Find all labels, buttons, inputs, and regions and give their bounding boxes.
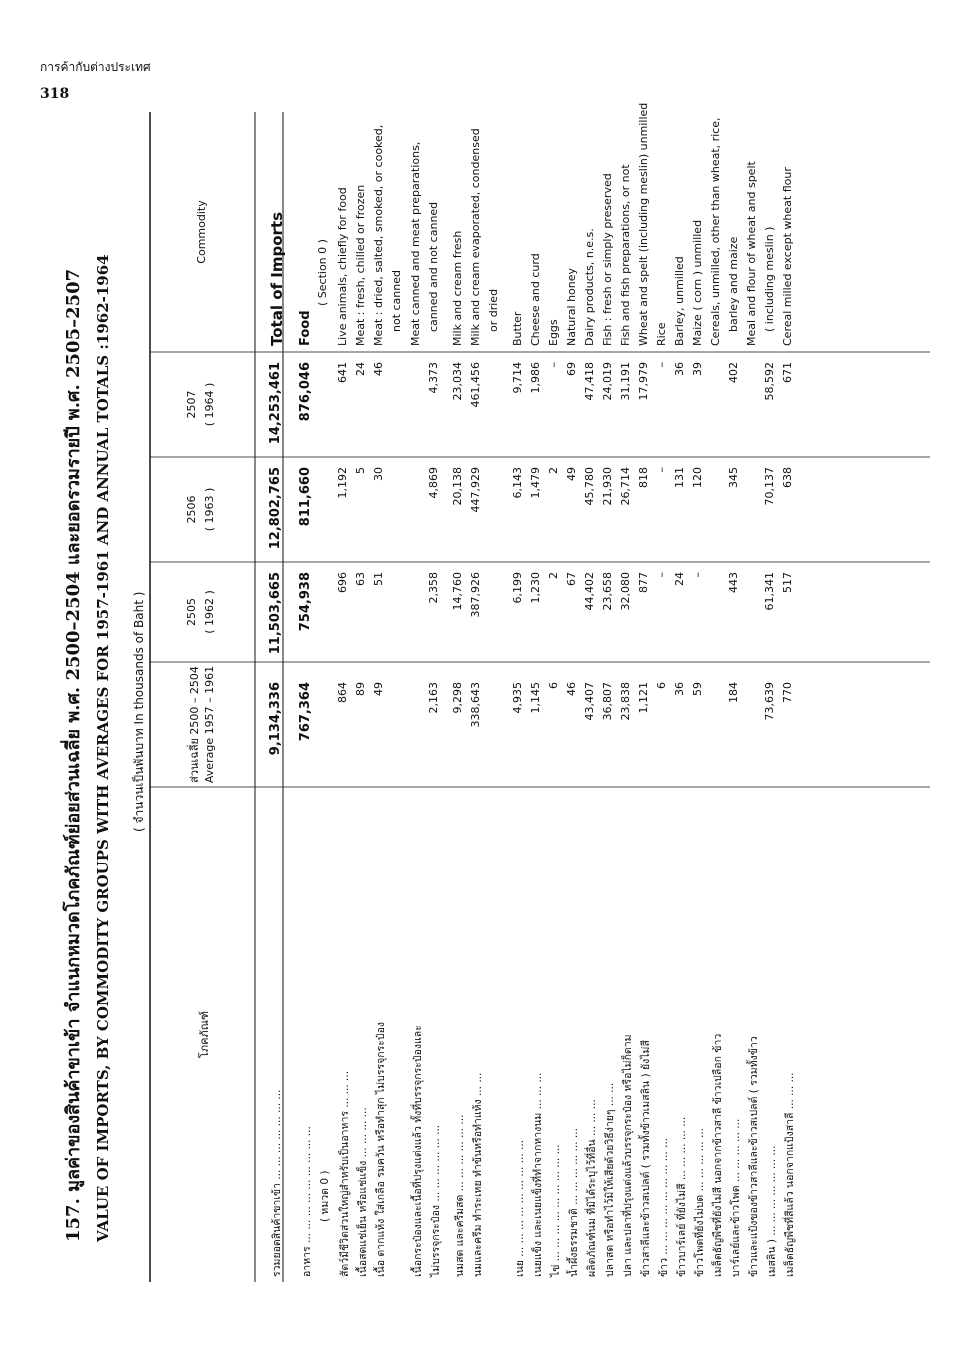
value-1963: 12,802,765 — [268, 467, 283, 550]
value-1963: 811,660 — [298, 467, 313, 527]
value-1963: 1,479 — [529, 467, 542, 499]
value-1962: 11,503,665 — [268, 572, 283, 655]
value-average: 73,639 — [763, 682, 776, 721]
commodity-english: Cereal milled except wheat flour — [781, 167, 794, 346]
value-1963: 120 — [691, 467, 704, 488]
commodity-thai: อาหาร ... ... ... ... ... ... ... ... ... — [301, 1126, 313, 1277]
value-1964: 58,592 — [763, 362, 776, 401]
commodity-english: Rice — [655, 322, 668, 346]
commodity-thai: เมล็ดธัญพืชที่สีแล้ว นอกจากแป้งสาลี ... ... ... — [784, 1072, 796, 1277]
value-1962: 63 — [354, 572, 367, 586]
commodity-thai: น้ำผึ้งธรรมชาติ ... ... ... ... ... ... — [568, 1128, 580, 1277]
commodity-english: ( including meslin ) — [763, 226, 776, 332]
header-2506: 2506 — [185, 495, 198, 524]
value-1963: 49 — [565, 467, 578, 481]
commodity-english: Meat : dried, salted, smoked, or cooked, — [372, 124, 385, 346]
commodity-english: Fish and fish preparations, or not — [619, 164, 632, 346]
value-average: 770 — [781, 682, 794, 703]
header-commodity-thai: โภคภัณฑ์ — [198, 1010, 211, 1059]
value-1964: 671 — [781, 362, 794, 383]
commodity-english: Food — [298, 310, 313, 346]
value-average: 89 — [354, 682, 367, 696]
value-1962: 1,230 — [529, 572, 542, 604]
value-1962: 6,199 — [511, 572, 524, 604]
value-1964: 461,456 — [469, 362, 482, 408]
commodity-thai: ปลาสด หรือทำไว้มิให้เสียด้วยวิธีง่ายๆ ... ... — [604, 1082, 616, 1277]
value-1963: 2 — [547, 467, 560, 474]
value-1962: 24 — [673, 572, 686, 586]
value-1962: 877 — [637, 572, 650, 593]
commodity-english: Dairy products, n.e.s. — [583, 228, 596, 346]
commodity-english: Butter — [511, 311, 524, 346]
value-1964: 24,019 — [601, 362, 614, 401]
value-1962: 2 — [547, 572, 560, 579]
commodity-english: Meat : fresh, chilled or frozen — [354, 184, 367, 346]
value-1962: 67 — [565, 572, 578, 586]
value-average: 6 — [547, 682, 560, 689]
value-1963: 26,714 — [619, 467, 632, 506]
value-1963: 20,138 — [451, 467, 464, 506]
commodity-thai: เนื้อกระป๋องและเนื้อที่ปรุงแต่งแล้ว ทั้งที่บรรจุกระป๋องและ — [412, 1025, 424, 1277]
page-number: 318 — [40, 86, 70, 102]
value-average: 9,134,336 — [268, 682, 283, 756]
value-average: 184 — [727, 682, 740, 703]
value-1963: 5 — [354, 467, 367, 474]
value-1964: 69 — [565, 362, 578, 376]
commodity-english: Meat canned and meat preparations, — [409, 141, 422, 346]
value-1963: – — [655, 467, 668, 473]
value-1962: 51 — [372, 572, 385, 586]
commodity-thai: สัตว์มีชีวิตส่วนใหญ่สำหรับเป็นอาหาร ... ... ... — [339, 1070, 351, 1277]
value-1964: 23,034 — [451, 362, 464, 401]
value-1963: 30 — [372, 467, 385, 481]
value-average: 2,163 — [427, 682, 440, 714]
value-1964: 46 — [372, 362, 385, 376]
value-1963: 4,869 — [427, 467, 440, 499]
commodity-english: Milk and cream fresh — [451, 230, 464, 346]
unit-note: ( จำนวนเป็นพันบาท In thousands of Baht ) — [132, 591, 146, 832]
value-average: 43,407 — [583, 682, 596, 721]
value-1964: 4,373 — [427, 362, 440, 394]
commodity-english: Meal and flour of wheat and spelt — [745, 161, 758, 346]
value-1963: 447,929 — [469, 467, 482, 513]
commodity-english: Natural honey — [565, 267, 578, 346]
table-title-english: VALUE OF IMPORTS, BY COMMODITY GROUPS WITH AVERAGES FOR 1957-1961 AND ANNUAL TOTALS :1962-1964 — [94, 254, 112, 1242]
value-1963: 21,930 — [601, 467, 614, 506]
commodity-thai: เนยแข็ง และเนยแข็งที่ทำจากหางนม ... ... ... — [532, 1072, 544, 1277]
value-1963: 45,780 — [583, 467, 596, 506]
header-2507: 2507 — [185, 390, 198, 419]
header-2505: 2505 — [185, 598, 198, 626]
value-1964: 31,191 — [619, 362, 632, 401]
commodity-thai: ข้าว ... ... ... ... ... ... ... ... ... — [658, 1137, 670, 1277]
commodity-thai: ปลา และปลาที่ปรุงแต่งแล้วบรรจุกระป๋อง หรือไม่ก็ตาม — [622, 1034, 634, 1277]
value-1964: – — [655, 362, 668, 368]
commodity-english: Live animals, chiefly for food — [336, 187, 349, 346]
value-1962: 14,760 — [451, 572, 464, 611]
commodity-thai: ข้าวสาลีและข้าวสเปลต์ ( รวมทั้งข้าวเมสลิน ) ยังไม่สี — [640, 1040, 652, 1277]
commodity-thai: เนื้อ ตากแห้ง ใส่เกลือ รมควัน หรือทำสุก ไม่บรรจุกระป๋อง — [375, 1021, 387, 1277]
value-1962: 2,358 — [427, 572, 440, 604]
value-1962: 32,080 — [619, 572, 632, 611]
value-1962: 754,938 — [298, 572, 313, 632]
commodity-english: Eggs — [547, 319, 560, 346]
value-1962: 443 — [727, 572, 740, 593]
commodity-english: Cereals, unmilled, other than wheat, rice, — [709, 117, 722, 346]
value-average: 1,145 — [529, 682, 542, 714]
section-name: การค้ากับต่างประเทศ — [40, 60, 151, 74]
value-1962: – — [655, 572, 668, 578]
value-1963: 345 — [727, 467, 740, 488]
commodity-thai: เนย ... ... ... ... ... ... ... ... ... — [514, 1139, 526, 1277]
commodity-thai: รวมยอดสินค้าขาเข้า ... ... ... ... ... ... ... — [271, 1089, 283, 1277]
value-1962: 696 — [336, 572, 349, 593]
commodity-english: barley and maize — [727, 236, 740, 332]
commodity-thai: ( หมวด 0 ) — [319, 1170, 331, 1222]
value-average: 36,807 — [601, 682, 614, 721]
value-1964: 24 — [354, 362, 367, 376]
commodity-thai: เมสลิน ) ... ... ... ... ... ... ... — [766, 1145, 778, 1277]
commodity-english: Wheat and spelt (including meslin) unmilled — [637, 102, 650, 346]
commodity-thai: นมสด และครีมสด ... ... ... ... ... ... — [454, 1114, 466, 1277]
value-1964: 17,979 — [637, 362, 650, 401]
value-1964: 641 — [336, 362, 349, 383]
header-1963: ( 1963 ) — [203, 487, 216, 532]
value-1963: 131 — [673, 467, 686, 488]
value-average: 1,121 — [637, 682, 650, 714]
value-1962: 517 — [781, 572, 794, 593]
commodity-thai: ข้าวบาร์เลย์ ที่ยังไม่สี ... ... ... ... ... — [676, 1116, 688, 1277]
value-average: 23,838 — [619, 682, 632, 721]
commodity-english: Barley, unmilled — [673, 256, 686, 346]
commodity-english: Maize ( corn ) unmilled — [691, 219, 704, 346]
value-1962: 61,341 — [763, 572, 776, 611]
commodity-thai: ไข่ ... ... ... ... ... ... ... ... ... — [550, 1144, 562, 1277]
value-average: 6 — [655, 682, 668, 689]
value-1963: 70,137 — [763, 467, 776, 506]
value-average: 9,298 — [451, 682, 464, 714]
value-1963: 6,143 — [511, 467, 524, 499]
table-title-thai: 157. มูลค่าของสินค้าขาเข้า จำแนกหมวดโภคภัณฑ์ย่อยส่วนเฉลี่ย พ.ศ. 2500–2504 และยอดรวมรายปี พ.ศ. 2505–2507 — [63, 268, 84, 1242]
value-1962: 387,926 — [469, 572, 482, 618]
header-1964: ( 1964 ) — [203, 382, 216, 427]
header-average-english: Average 1957 – 1961 — [203, 665, 216, 784]
value-1962: – — [691, 572, 704, 578]
commodity-english: not canned — [390, 270, 403, 332]
value-1964: 14,253,461 — [268, 362, 283, 445]
commodity-thai: ผลิตภัณฑ์นม ที่มิได้ระบุไว้ที่อื่น ... ... ... — [586, 1099, 598, 1277]
value-1962: 44,402 — [583, 572, 596, 611]
value-1964: 402 — [727, 362, 740, 383]
value-1964: 1,986 — [529, 362, 542, 394]
value-1964: 876,046 — [298, 362, 313, 422]
value-average: 59 — [691, 682, 704, 696]
value-average: 49 — [372, 682, 385, 696]
value-average: 767,364 — [298, 682, 313, 742]
value-1964: 47,418 — [583, 362, 596, 401]
commodity-thai: เนื้อสดแช่เย็น หรือแช่แข็ง ... ... ... ... — [357, 1107, 369, 1277]
commodity-thai: นมและครีม ทำระเหย ทำข้นหรือทำแห้ง ... ... — [472, 1072, 484, 1277]
value-1964: 36 — [673, 362, 686, 376]
commodity-thai: บาร์เลย์และข้าวโพด ... ... ... ... ... — [730, 1118, 742, 1277]
value-1964: 9,714 — [511, 362, 524, 394]
header-1962: ( 1962 ) — [203, 590, 216, 634]
value-average: 338,643 — [469, 682, 482, 728]
commodity-english: ( Section 0 ) — [316, 239, 329, 306]
value-1963: 638 — [781, 467, 794, 488]
commodity-english: or dried — [487, 288, 500, 332]
commodity-thai: ไม่บรรจุกระป๋อง ... ... ... ... ... ... — [430, 1124, 442, 1277]
commodity-english: Total of Imports — [268, 211, 286, 346]
header-average-thai: ส่วนเฉลี่ย 2500 – 2504 — [188, 666, 201, 783]
commodity-thai: เมล็ดธัญพืชที่ยังไม่สี นอกจากข้าวสาลี ข้าวเปลือก ข้าว — [712, 1033, 724, 1277]
value-1962: 23,658 — [601, 572, 614, 611]
value-average: 46 — [565, 682, 578, 696]
value-average: 36 — [673, 682, 686, 696]
value-1964: – — [547, 362, 560, 368]
value-1964: 39 — [691, 362, 704, 376]
header-commodity-english: Commodity — [195, 200, 208, 264]
value-average: 864 — [336, 682, 349, 703]
commodity-thai: ข้าวโพดที่ยังไม่บด ... ... ... ... ... — [694, 1128, 706, 1277]
commodity-english: Fish : fresh or simply preserved — [601, 173, 614, 346]
value-1963: 818 — [637, 467, 650, 488]
commodity-thai: ข้าวและแป้งของข้าวสาลีและข้าวสเปลต์ ( รวมทั้งข้าว — [748, 1036, 760, 1277]
commodity-english: canned and not canned — [427, 201, 440, 332]
value-1963: 1,192 — [336, 467, 349, 499]
value-average: 4,935 — [511, 682, 524, 714]
commodity-english: Milk and cream evaporated, condensed — [469, 128, 482, 346]
commodity-english: Cheese and curd — [529, 253, 542, 346]
